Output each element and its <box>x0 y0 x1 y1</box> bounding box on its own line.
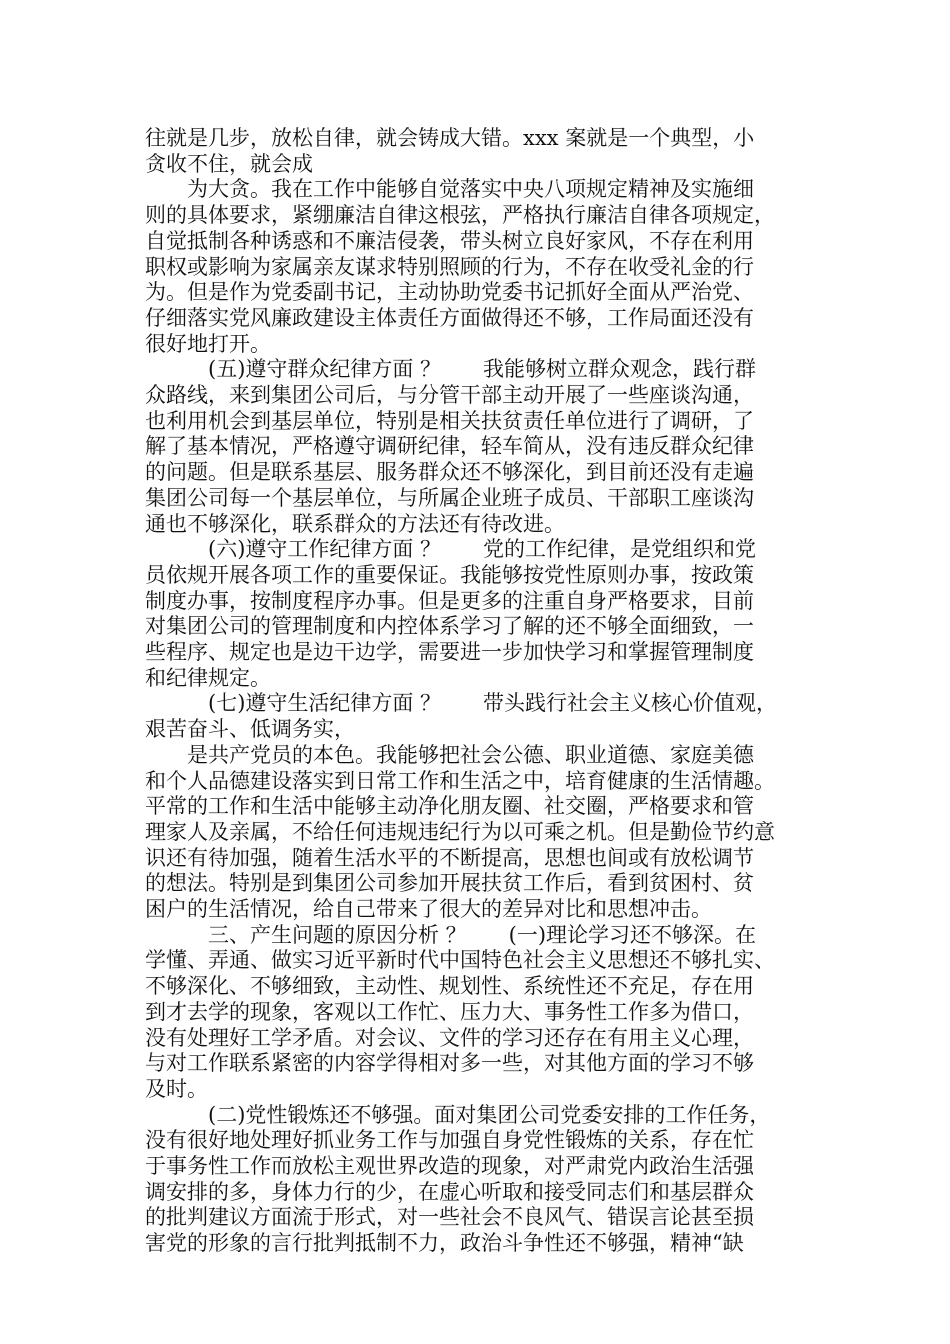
text-line: 贪收不住，就会成 <box>145 152 313 176</box>
text-line: 往就是几步，放松自律，就会铸成大错。xxx 案就是一个典型，小 <box>145 126 755 150</box>
text-line: 艰苦奋斗、低调务实， <box>145 717 355 741</box>
text-line: 识还有待加强，随着生活水平的不断提高，思想也间或有放松调节 <box>145 846 754 870</box>
text-line: 困户的生活情况，给自己带来了很大的差异对比和思想冲击。 <box>145 897 712 921</box>
text-line: 与对工作联系紧密的内容学得相对多一些，对其他方面的学习不够 <box>145 1051 754 1075</box>
text-line: (五)遵守群众纪律方面 ？ 我能够树立群众观念，践行群 <box>145 357 757 381</box>
text-line: 的批判建议方面流于形式，对一些社会不良风气、错误言论甚至损 <box>145 1205 754 1229</box>
text-line: 为。但是作为党委副书记，主动协助党委书记抓好全面从严治党、 <box>145 280 754 304</box>
text-line: 些程序、规定也是边干边学，需要进一步加快学习和掌握管理制度 <box>145 640 754 664</box>
text-line: 不够深化、不够细致，主动性、规划性、系统性还不充足，存在用 <box>145 974 754 998</box>
text-line: 很好地打开。 <box>145 332 271 356</box>
text-line: 为大贪。我在工作中能够自觉落实中央八项规定精神及实施细 <box>145 177 754 201</box>
text-line: 仔细落实党风廉政建设主体责任方面做得还不够，工作局面还没有 <box>145 306 754 330</box>
text-line: (二)党性锻炼还不够强。面对集团公司党委安排的工作任务， <box>145 1103 771 1127</box>
text-line: 平常的工作和生活中能够主动净化朋友圈、社交圈，严格要求和管 <box>145 794 754 818</box>
text-line: 害党的形象的言行批判抵制不力，政治斗争性还不够强，精神“缺 <box>145 1231 744 1255</box>
text-line: 和个人品德建设落实到日常工作和生活之中，培育健康的生活情趣。 <box>145 769 775 793</box>
text-line: 的问题。但是联系基层、服务群众还不够深化，到目前还没有走遍 <box>145 460 754 484</box>
text-line: 制度办事，按制度程序办事。但是更多的注重自身严格要求，目前 <box>145 589 754 613</box>
text-line: 众路线，来到集团公司后，与分管干部主动开展了一些座谈沟通， <box>145 383 754 407</box>
text-line: 及时。 <box>145 1077 208 1101</box>
text-line: 对集团公司的管理制度和内控体系学习了解的还不够全面细致，一 <box>145 614 754 638</box>
text-line: 自觉抵制各种诱惑和不廉洁侵袭，带头树立良好家风，不存在利用 <box>145 229 754 253</box>
text-line: (七)遵守生活纪律方面 ？ 带头践行社会主义核心价值观， <box>145 691 778 715</box>
text-line: 三、产生问题的原因分析 ？ (一)理论学习还不够深。在 <box>145 923 757 947</box>
text-line: 解了基本情况，严格遵守调研纪律，轻车简从，没有违反群众纪律 <box>145 434 754 458</box>
text-line: 职权或影响为家属亲友谋求特别照顾的行为，不存在收受礼金的行 <box>145 255 754 279</box>
text-line: 员依规开展各项工作的重要保证。我能够按党性原则办事，按政策 <box>145 563 754 587</box>
text-line: 理家人及亲属，不给任何违规违纪行为以可乘之机。但是勤俭节约意 <box>145 820 775 844</box>
text-line: 是共产党员的本色。我能够把社会公德、职业道德、家庭美德 <box>145 743 754 767</box>
text-line: 学懂、弄通、做实习近平新时代中国特色社会主义思想还不够扎实、 <box>145 948 775 972</box>
text-line: 也利用机会到基层单位，特别是相关扶贫责任单位进行了调研，了 <box>145 409 754 433</box>
text-line: 到才去学的现象，客观以工作忙、压力大、事务性工作多为借口， <box>145 1000 754 1024</box>
text-line: 通也不够深化，联系群众的方法还有待改进。 <box>145 512 565 536</box>
text-line: 的想法。特别是到集团公司参加开展扶贫工作后，看到贫困村、贫 <box>145 871 754 895</box>
text-line: 没有处理好工学矛盾。对会议、文件的学习还存在有用主义心理， <box>145 1026 754 1050</box>
text-line: 调安排的多，身体力行的少，在虚心听取和接受同志们和基层群众 <box>145 1180 754 1204</box>
text-line: 没有很好地处理好抓业务工作与加强自身党性锻炼的关系，存在忙 <box>145 1128 754 1152</box>
text-line: 和纪律规定。 <box>145 666 271 690</box>
text-line: 于事务性工作而放松主观世界改造的现象，对严肃党内政治生活强 <box>145 1154 754 1178</box>
text-line: 则的具体要求，紧绷廉洁自律这根弦，严格执行廉洁自律各项规定， <box>145 203 775 227</box>
text-line: 集团公司每一个基层单位，与所属企业班子成员、干部职工座谈沟 <box>145 486 754 510</box>
text-line: (六)遵守工作纪律方面 ？ 党的工作纪律，是党组织和党 <box>145 537 757 561</box>
